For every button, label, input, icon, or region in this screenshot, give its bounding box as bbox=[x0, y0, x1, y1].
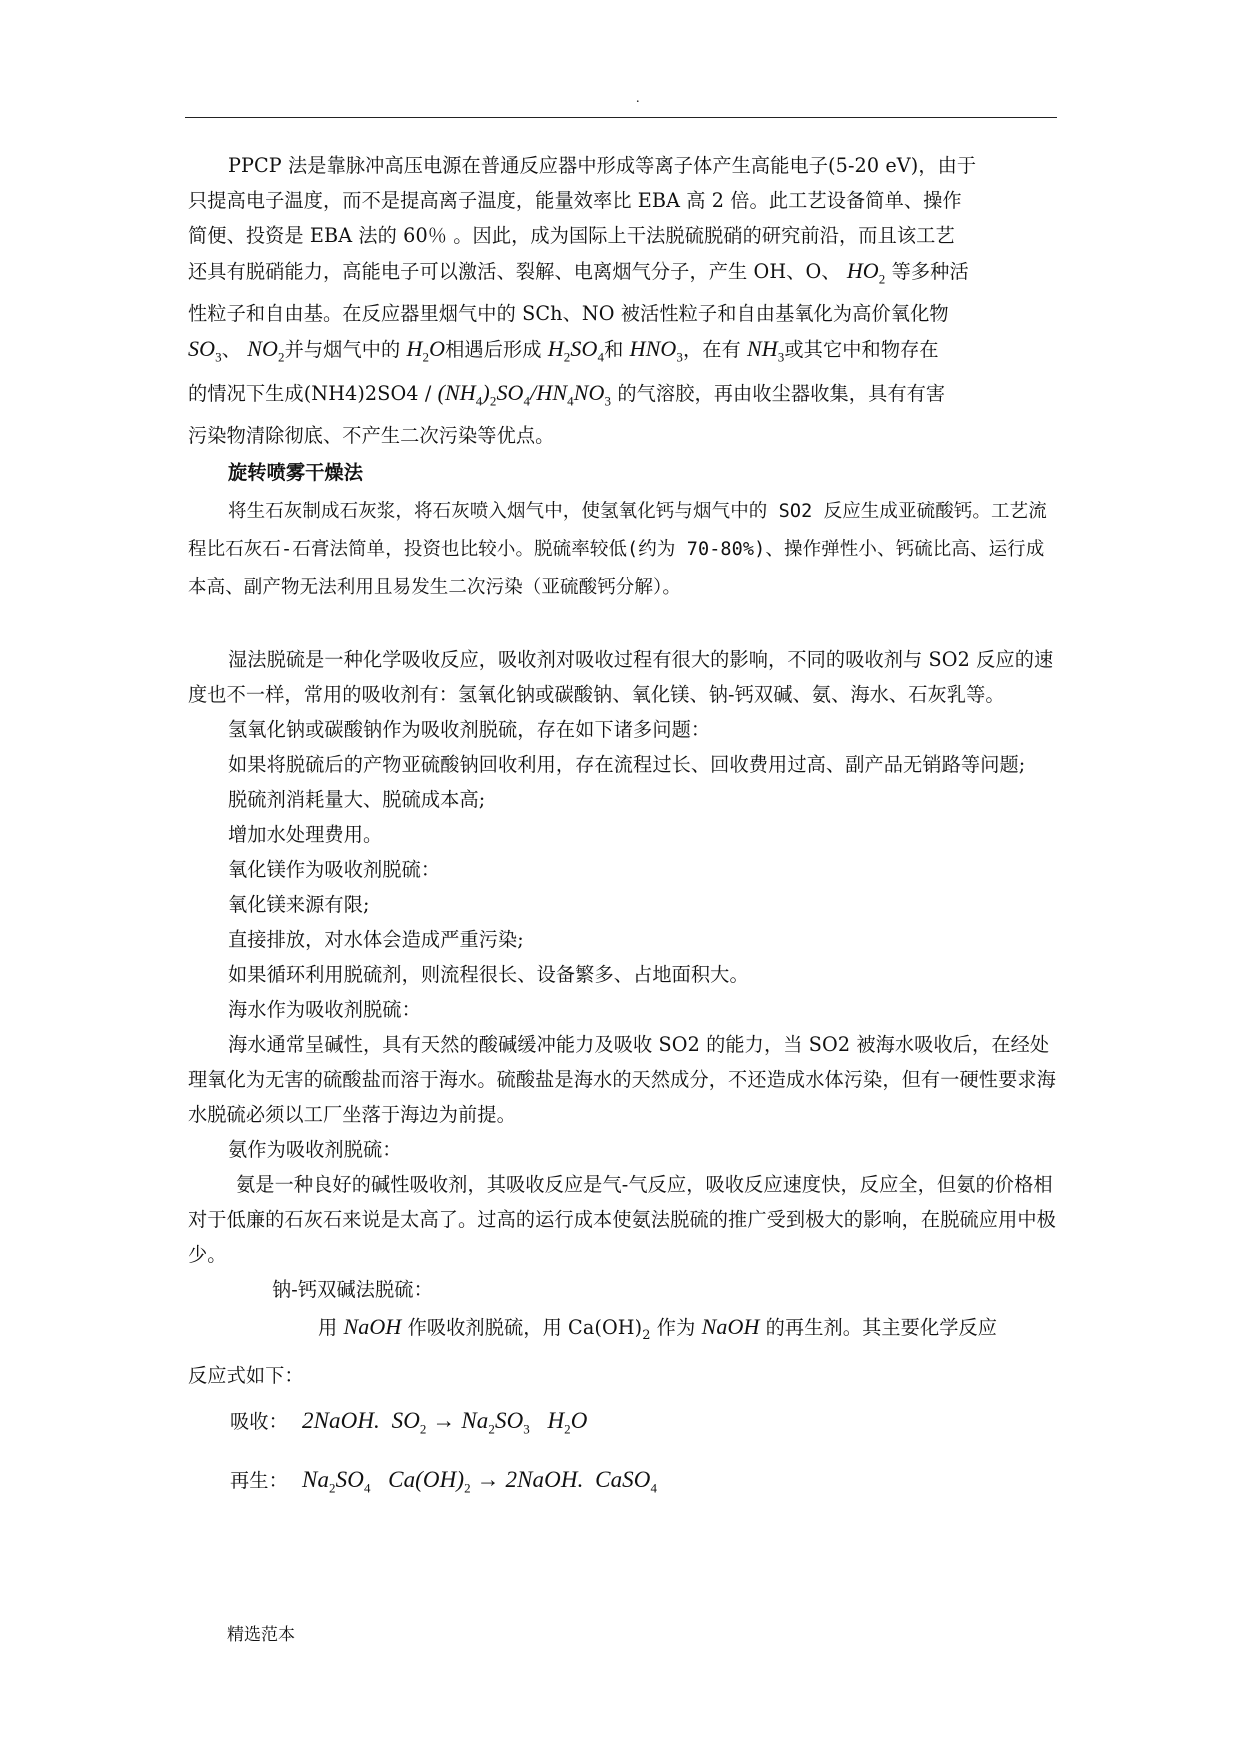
header-rule bbox=[185, 117, 1057, 118]
footer-text: 精选范本 bbox=[227, 1625, 295, 1645]
ppcp-line-8: 污染物清除彻底、不产生二次污染等优点。 bbox=[188, 424, 555, 448]
absorption-formula: 2NaOH. $SO_2 \to Na_2SO_3$ $H_2O$ bbox=[302, 1408, 588, 1437]
naoh-item-2: 脱硫剂消耗量大、脱硫成本高; bbox=[228, 788, 486, 812]
naoh-item-1: 如果将脱硫后的产物亚硫酸钠回收利用，存在流程过长、回收费用过高、副产品无销路等问题; bbox=[228, 753, 1026, 777]
ppcp-line-4a: 还具有脱硝能力，高能电子可以激活、裂解、电离烟气分子，产生 OH、O、 bbox=[188, 260, 841, 283]
formula-aerosol: $(NH_4)_2SO_4/HN_4NO_3$ bbox=[437, 379, 612, 409]
dual-alkali-title: 钠-钙双碱法脱硫： bbox=[272, 1278, 433, 1302]
mgo-item-1: 氧化镁来源有限; bbox=[228, 893, 370, 917]
equation-regeneration bbox=[188, 1455, 1058, 1514]
ammonia-paragraph: 氨是一种良好的碱性吸收剂，其吸收反应是气-气反应，吸收反应速度快，反应全，但氨的价格相对于低廉的石灰石来说是太高了。过高的运行成本使氨法脱硫的推广受到极大的影响，在脱硫应用中极少。 bbox=[188, 1173, 1056, 1267]
dual-alkali-paragraph bbox=[188, 1307, 1058, 1396]
formula-h2o: $H_2O$ bbox=[406, 336, 446, 365]
dual-text-a: 用 bbox=[318, 1316, 338, 1340]
document-body bbox=[188, 148, 1058, 1513]
ppcp-text-6f: 或其它中和物存在 bbox=[784, 338, 939, 362]
mgo-title: 氧化镁作为吸收剂脱硫： bbox=[228, 858, 441, 882]
regeneration-label: 再生： bbox=[230, 1468, 288, 1492]
formula-so3: $SO_3$ bbox=[188, 336, 222, 365]
naoh-title: 氢氧化钠或碳酸钠作为吸收剂脱硫，存在如下诸多问题： bbox=[228, 718, 711, 742]
paragraph-ppcp bbox=[188, 148, 1058, 453]
formula-nh3: $NH_3$ bbox=[747, 336, 785, 365]
equation-absorption bbox=[188, 1396, 1058, 1455]
ppcp-line-4b: 等多种活 bbox=[891, 260, 969, 283]
ppcp-text-6d: 和 bbox=[604, 338, 624, 362]
regeneration-formula: $Na_2SO_4$ $Ca(OH)_2$ → 2NaOH. CaSO$_4$ bbox=[302, 1466, 658, 1496]
ppcp-text-6b: 并与烟气中的 bbox=[284, 338, 401, 362]
ppcp-text-6c: 相遇后形成 bbox=[445, 338, 542, 362]
seawater-paragraph: 海水通常呈碱性，具有天然的酸碱缓冲能力及吸收 SO2 的能力，当 SO2 被海水吸收后，在经处理氧化为无害的硫酸盐而溶于海水。硫酸盐是海水的天然成分，不还造成水体污染，但有一硬性要求海水脱硫必须以工厂坐落于海边为前提。 bbox=[188, 1033, 1056, 1127]
heading-spray-drying: 旋转喷雾干燥法 bbox=[228, 461, 364, 485]
ppcp-line-5: 性粒子和自由基。在反应器里烟气中的 SCh、NO 被活性粒子和自由基氧化为高价氧化物 bbox=[188, 302, 949, 326]
dual-text-d: 的再生剂。其主要化学反应 bbox=[765, 1316, 998, 1340]
dual-text-e: 反应式如下： bbox=[188, 1364, 304, 1387]
ammonia-title: 氨作为吸收剂脱硫： bbox=[228, 1138, 402, 1162]
seawater-title: 海水作为吸收剂脱硫： bbox=[228, 998, 421, 1022]
ppcp-line-1: PPCP 法是靠脉冲高压电源在普通反应器中形成等离子体产生高能电子(5-20 eV)，由于 bbox=[228, 154, 977, 177]
formula-naoh-2: NaOH bbox=[701, 1314, 760, 1340]
naoh-item-3: 增加水处理费用。 bbox=[228, 823, 383, 847]
ppcp-line-7a: 的情况下生成(NH4)2SO4 / bbox=[188, 381, 432, 405]
header-dot: . bbox=[636, 91, 640, 106]
ppcp-line-7b: 的气溶胶，再由收尘器收集，具有有害 bbox=[617, 381, 946, 405]
spacer bbox=[188, 607, 1058, 642]
ppcp-line-3: 简便、投资是 EBA 法的 60％ 。因此，成为国际上干法脱硫脱硝的研究前沿，而且该工艺 bbox=[188, 224, 955, 247]
absorption-label: 吸收： bbox=[230, 1410, 288, 1433]
dual-text-b-sub: 2 bbox=[642, 1328, 651, 1343]
formula-h2so4: $H_2SO_4$ bbox=[547, 336, 605, 365]
formula-hno3: $HNO_3$ bbox=[629, 336, 683, 365]
ppcp-sep: 、 bbox=[221, 338, 241, 362]
formula-naoh: NaOH bbox=[343, 1314, 402, 1340]
dual-text-c: 作为 bbox=[656, 1316, 696, 1340]
paragraph-spray-drying: 将生石灰制成石灰浆，将石灰喷入烟气中，使氢氧化钙与烟气中的 SO2 反应生成亚硫酸钙。工艺流程比石灰石-石膏法简单，投资也比较小。脱硫率较低(约为 70-80%)、操作弹性小、钙硫比高、运行成本高、副产物无法利用且易发生二次污染（亚硫酸钙分解）。 bbox=[188, 501, 1047, 599]
mgo-item-2: 直接排放，对水体会造成严重污染; bbox=[228, 928, 524, 952]
mgo-item-3: 如果循环利用脱硫剂，则流程很长、设备繁多、占地面积大。 bbox=[228, 963, 749, 987]
ppcp-text-6e: ，在有 bbox=[682, 338, 741, 362]
ppcp-line-2: 只提高电子温度，而不是提高离子温度，能量效率比 EBA 高 2 倍。此工艺设备简单、操作 bbox=[188, 189, 962, 212]
formula-no2: $NO_2$ bbox=[247, 336, 285, 365]
dual-text-b: 作吸收剂脱硫，用 Ca(OH) bbox=[407, 1316, 643, 1340]
paragraph-wet-desulfurization: 湿法脱硫是一种化学吸收反应，吸收剂对吸收过程有很大的影响，不同的吸收剂与 SO2 反应的速度也不一样，常用的吸收剂有：氢氧化钠或碳酸钠、氧化镁、钠-钙双碱、氨、海水、石灰乳等。 bbox=[188, 648, 1054, 707]
formula-ho2: $HO_2$ bbox=[846, 258, 886, 287]
